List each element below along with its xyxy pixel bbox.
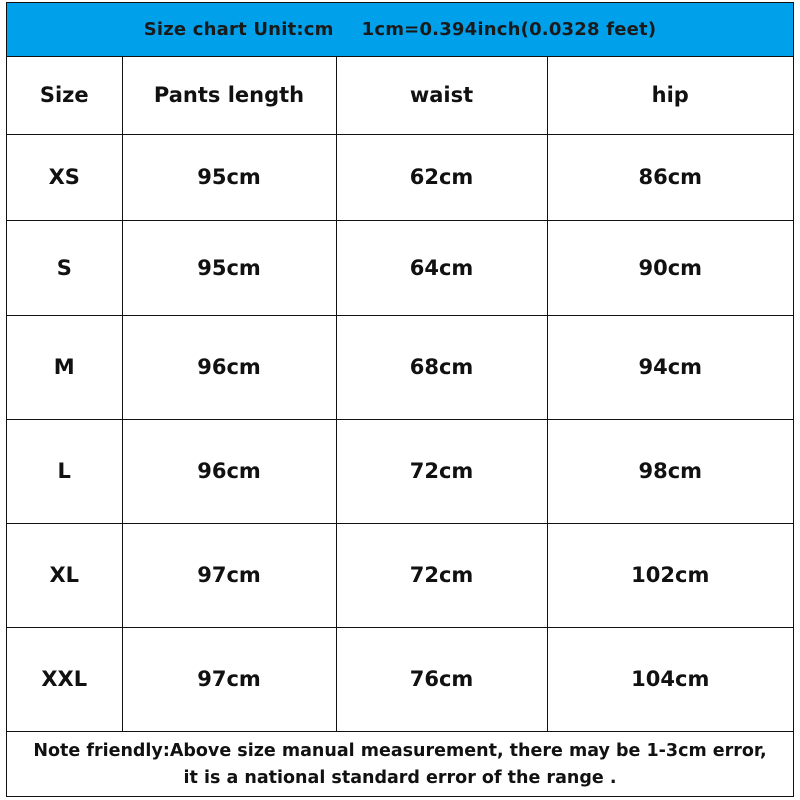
size-chart-header bbox=[7, 3, 793, 57]
pants-length-cell: 96cm bbox=[122, 315, 336, 419]
waist-cell: 64cm bbox=[336, 220, 547, 315]
size-cell: L bbox=[7, 419, 122, 523]
table-row bbox=[7, 315, 793, 419]
size-cell: XS bbox=[7, 134, 122, 220]
table-row bbox=[7, 220, 793, 315]
size-cell: S bbox=[7, 220, 122, 315]
header-conversion: 1cm=0.394inch(0.0328 feet) bbox=[361, 19, 657, 40]
measurement-note bbox=[7, 732, 793, 799]
pants-length-cell: 95cm bbox=[122, 134, 336, 220]
size-cell: M bbox=[7, 315, 122, 419]
pants-length-cell: 97cm bbox=[122, 523, 336, 627]
size-table bbox=[7, 57, 793, 732]
table-row bbox=[7, 523, 793, 627]
table-row bbox=[7, 419, 793, 523]
waist-cell: 72cm bbox=[336, 523, 547, 627]
waist-cell: 72cm bbox=[336, 419, 547, 523]
size-cell: XXL bbox=[7, 627, 122, 731]
column-header-waist: waist bbox=[336, 57, 547, 134]
table-header-row bbox=[7, 57, 793, 134]
hip-cell: 90cm bbox=[547, 220, 793, 315]
pants-length-cell: 95cm bbox=[122, 220, 336, 315]
waist-cell: 76cm bbox=[336, 627, 547, 731]
waist-cell: 68cm bbox=[336, 315, 547, 419]
waist-cell: 62cm bbox=[336, 134, 547, 220]
pants-length-cell: 97cm bbox=[122, 627, 336, 731]
hip-cell: 86cm bbox=[547, 134, 793, 220]
column-header-hip: hip bbox=[547, 57, 793, 134]
hip-cell: 94cm bbox=[547, 315, 793, 419]
table-row bbox=[7, 627, 793, 731]
hip-cell: 104cm bbox=[547, 627, 793, 731]
hip-cell: 98cm bbox=[547, 419, 793, 523]
note-line-2: it is a national standard error of the range . bbox=[183, 768, 617, 788]
column-header-size: Size bbox=[7, 57, 122, 134]
note-line-1: Note friendly:Above size manual measurement, there may be 1-3cm error, bbox=[33, 741, 767, 761]
column-header-pants-length: Pants length bbox=[122, 57, 336, 134]
hip-cell: 102cm bbox=[547, 523, 793, 627]
size-cell: XL bbox=[7, 523, 122, 627]
pants-length-cell: 96cm bbox=[122, 419, 336, 523]
table-row bbox=[7, 134, 793, 220]
size-chart bbox=[6, 2, 794, 797]
header-title: Size chart Unit:cm bbox=[143, 19, 334, 40]
